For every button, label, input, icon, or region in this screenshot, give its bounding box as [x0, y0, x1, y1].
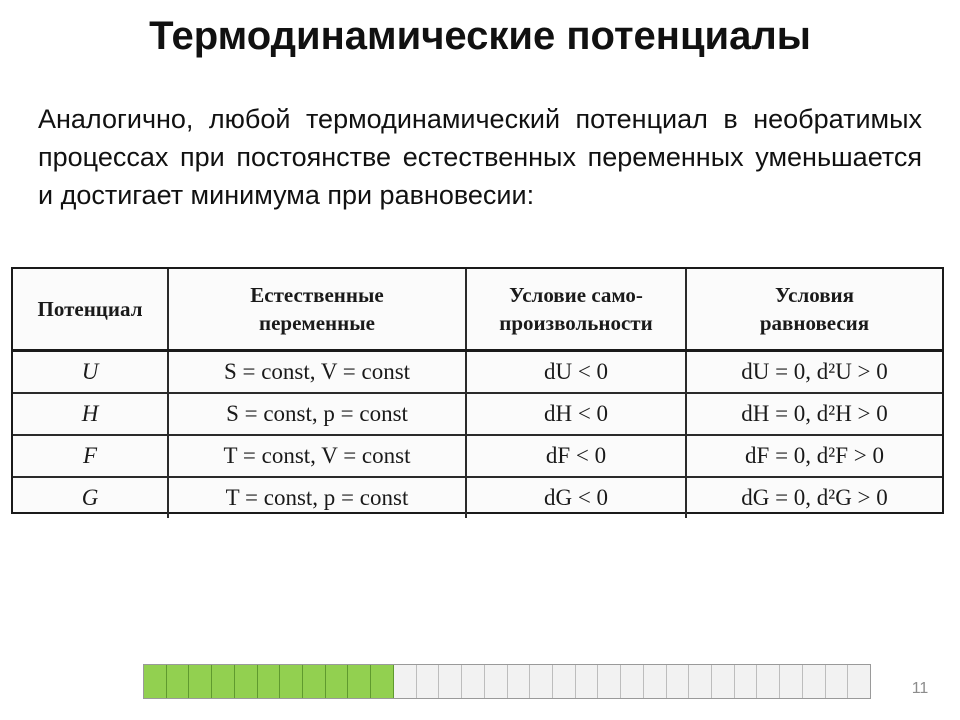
header-equilibrium-line1: Условия	[774, 283, 855, 307]
progress-segment-empty	[667, 665, 690, 698]
cell-potential: G	[13, 477, 168, 518]
progress-segment-empty	[644, 665, 667, 698]
progress-segment-empty	[826, 665, 849, 698]
progress-segment-empty	[757, 665, 780, 698]
progress-segment-filled	[167, 665, 190, 698]
progress-segment-empty	[417, 665, 440, 698]
header-spontaneity-line2: произвольности	[499, 311, 653, 335]
cell-spontaneity: dG < 0	[466, 477, 686, 518]
header-potential-label: Потенциал	[37, 297, 143, 321]
slide-progress-bar	[143, 664, 871, 699]
cell-spontaneity: dH < 0	[466, 393, 686, 435]
progress-segment-empty	[439, 665, 462, 698]
cell-equilibrium: dU = 0, d²U > 0	[686, 351, 942, 394]
cell-equilibrium: dG = 0, d²G > 0	[741, 485, 888, 510]
header-natural-variables-line2: переменные	[259, 311, 375, 335]
progress-segment-filled	[189, 665, 212, 698]
potentials-table	[11, 267, 944, 514]
cell-natural-variables: T = const, p = const	[168, 477, 466, 518]
progress-segment-empty	[508, 665, 531, 698]
header-potential	[13, 269, 168, 351]
table-row	[13, 477, 942, 518]
progress-segment-empty	[803, 665, 826, 698]
cell-equilibrium: dF = 0, d²F > 0	[686, 435, 942, 477]
progress-segment-filled	[258, 665, 281, 698]
progress-segment-empty	[712, 665, 735, 698]
header-spontaneity	[466, 269, 686, 351]
table-row	[13, 393, 942, 435]
progress-segment-empty	[621, 665, 644, 698]
header-equilibrium	[686, 269, 942, 351]
header-equilibrium-line2: равновесия	[759, 311, 870, 335]
cell-spontaneity: dU < 0	[466, 351, 686, 394]
progress-segment-filled	[326, 665, 349, 698]
cell-equilibrium: dH = 0, d²H > 0	[686, 393, 942, 435]
table-row	[13, 351, 942, 394]
slide-number: 11	[911, 680, 929, 697]
cell-spontaneity: dF < 0	[466, 435, 686, 477]
progress-segment-filled	[371, 665, 394, 698]
progress-segment-empty	[780, 665, 803, 698]
body-paragraph: Аналогично, любой термодинамический потенциал в необратимых процессах при постоянстве естественных переменных уменьшается и достигает минимума при равновесии:	[38, 104, 922, 210]
progress-segment-filled	[280, 665, 303, 698]
progress-segment-empty	[394, 665, 417, 698]
progress-segment-filled	[212, 665, 235, 698]
cell-potential: H	[13, 393, 168, 435]
cell-potential: U	[13, 351, 168, 394]
progress-segment-empty	[598, 665, 621, 698]
progress-segment-empty	[485, 665, 508, 698]
progress-segment-empty	[848, 665, 870, 698]
header-spontaneity-line1: Условие само-	[509, 283, 643, 307]
slide-title: Термодинамические потенциалы	[149, 14, 811, 58]
cell-natural-variables: T = const, V = const	[168, 435, 466, 477]
progress-segment-empty	[462, 665, 485, 698]
progress-segment-filled	[348, 665, 371, 698]
progress-segment-empty	[530, 665, 553, 698]
table-row	[13, 435, 942, 477]
progress-segment-filled	[303, 665, 326, 698]
progress-segment-filled	[144, 665, 167, 698]
progress-segment-filled	[235, 665, 258, 698]
header-natural-variables-line1: Естественные	[250, 283, 384, 307]
progress-segment-empty	[689, 665, 712, 698]
progress-segment-empty	[553, 665, 576, 698]
table-header-row	[13, 269, 942, 351]
progress-segment-empty	[735, 665, 758, 698]
cell-potential: F	[13, 435, 168, 477]
header-natural-variables	[168, 269, 466, 351]
cell-natural-variables: S = const, p = const	[168, 393, 466, 435]
progress-segment-empty	[576, 665, 599, 698]
cell-natural-variables: S = const, V = const	[168, 351, 466, 394]
